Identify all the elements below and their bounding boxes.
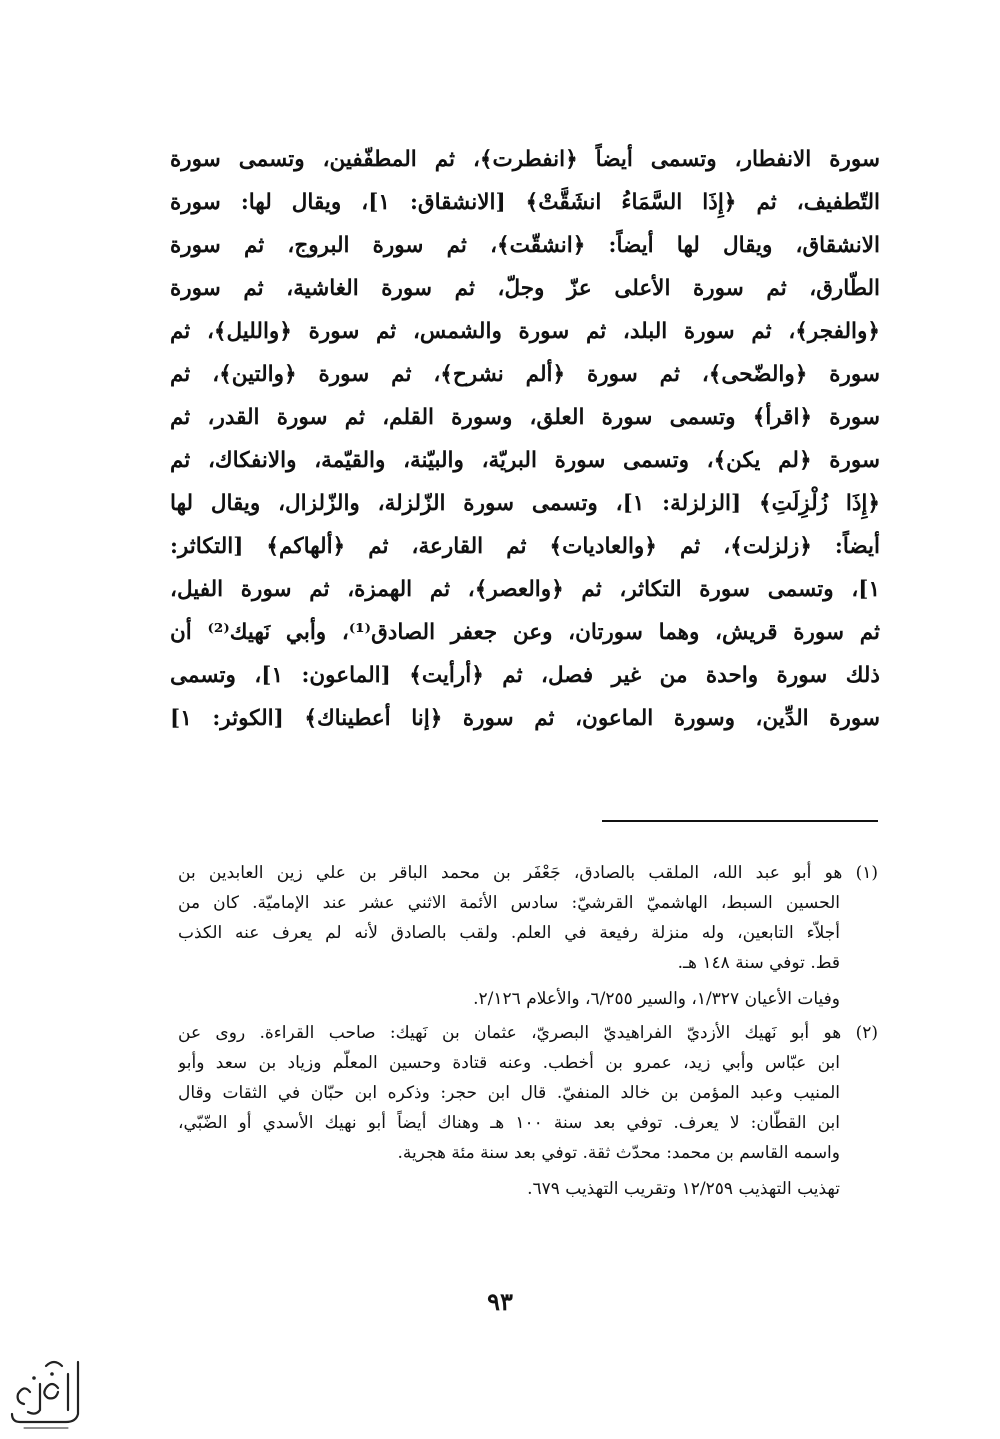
- page-number: ٩٣: [487, 1287, 513, 1316]
- footnote-line: ابن عبّاس وأبي زيد، عمرو بن أخطب. وعنه قتادة وحسين المعلّم وزياد بن سعد وأبو: [178, 1053, 840, 1073]
- text-line: التّطفيف، ثم ﴿إِذَا السَّمَاءُ انشَقَّتْ﴾ [الانشقاق: ١]، ويقال لها: سورة: [170, 190, 880, 215]
- footnote-line: المنيب وعبد المؤمن بن خالد المنفيّ. قال ابن حجر: وذكره ابن حبّان في الثقات وقال: [178, 1083, 840, 1103]
- text-line: الانشقاق، ويقال لها أيضاً: ﴿انشقّت﴾، ثم سورة البروج، ثم سورة: [170, 233, 880, 258]
- text-line: ﴿إِذَا زُلْزِلَتِ﴾ [الزلزلة: ١]، وتسمى سورة الزّلزلة، والزّلزال، ويقال لها: [170, 491, 880, 516]
- text-line: أيضاً: ﴿زلزلت﴾، ثم ﴿والعاديات﴾ ثم القارعة، ثم ﴿ألهاكم﴾ [التكاثر:: [170, 534, 880, 559]
- text-line: سورة ﴿لم يكن﴾، وتسمى سورة البريّة، والبيّنة، والقيّمة، والانفكاك، ثم: [170, 448, 880, 473]
- footnote-line: الحسين السبط، الهاشميّ القرشيّ: سادس الأئمة الاثني عشر عند الإماميّة. كان من: [178, 893, 840, 913]
- footnote-line: أجلاّء التابعين، وله منزلة رفيعة في العلم. ولقب بالصادق لأنه لم يعرف عنه الكذب: [178, 923, 840, 943]
- footnotes: [178, 858, 878, 1208]
- main-text: [170, 138, 880, 740]
- text-line: ﴿والفجر﴾، ثم سورة البلد، ثم سورة والشمس، ثم سورة ﴿والليل﴾، ثم: [170, 319, 880, 344]
- text-line: ١]، وتسمى سورة التكاثر، ثم ﴿والعصر﴾، ثم الهمزة، ثم سورة الفيل،: [170, 577, 880, 602]
- footnote-line: قط. توفي سنة ١٤٨ هـ.: [677, 953, 840, 973]
- footnote-line: (١) هو أبو عبد الله، الملقب بالصادق، جَعْفَر بن محمد الباقر بن علي زين العابدين بن: [178, 863, 878, 883]
- footnote-source: وفيات الأعيان ١/٣٢٧، والسير ٦/٢٥٥، والأعلام ٢/١٢٦.: [473, 989, 840, 1009]
- text-line: ذلك سورة واحدة من غير فصل، ثم ﴿أرأيت﴾ [الماعون: ١]، وتسمى: [170, 663, 880, 688]
- footnote-1: [178, 858, 878, 1014]
- text-line: الطّارق، ثم سورة الأعلى عزّ وجلّ، ثم سورة الغاشية، ثم سورة: [170, 276, 880, 301]
- footnote-source: تهذيب التهذيب ١٢/٢٥٩ وتقريب التهذيب ٦٧٩.: [527, 1179, 840, 1199]
- footnote-separator: [602, 820, 878, 822]
- text-line: ثم سورة قريش، وهما سورتان، وعن جعفر الصادق⁽¹⁾، وأبي نَهيك⁽²⁾ أن: [170, 620, 880, 645]
- footnote-2: [178, 1018, 878, 1204]
- text-line: سورة ﴿والضّحى﴾، ثم سورة ﴿ألم نشرح﴾، ثم سورة ﴿والتين﴾، ثم: [170, 362, 880, 387]
- text-line: سورة الدِّين، وسورة الماعون، ثم سورة ﴿إنا أعطيناك﴾ [الكوثر: ١]: [170, 706, 880, 731]
- text-line: سورة الانفطار، وتسمى أيضاً ﴿انفطرت﴾، ثم المطفّفين، وتسمى سورة: [170, 147, 880, 172]
- calligraphy-logo-icon: [6, 1344, 88, 1434]
- footnote-line: (٢) هو أبو نَهيك الأزديّ الفراهيديّ البصريّ، عثمان بن نَهيك: صاحب القراءة. روى عن: [178, 1023, 878, 1043]
- footnote-line: واسمه القاسم بن محمد: محدّث ثقة. توفي بعد سنة مئة هجرية.: [397, 1143, 840, 1163]
- footnote-line: ابن القطّان: لا يعرف. توفي بعد سنة ١٠٠ هـ وهناك أيضاً أبو نهيك الأسدي أو الضّبّي،: [178, 1113, 840, 1133]
- text-line: سورة ﴿اقرأ﴾ وتسمى سورة العلق، وسورة القلم، ثم سورة القدر، ثم: [170, 405, 880, 430]
